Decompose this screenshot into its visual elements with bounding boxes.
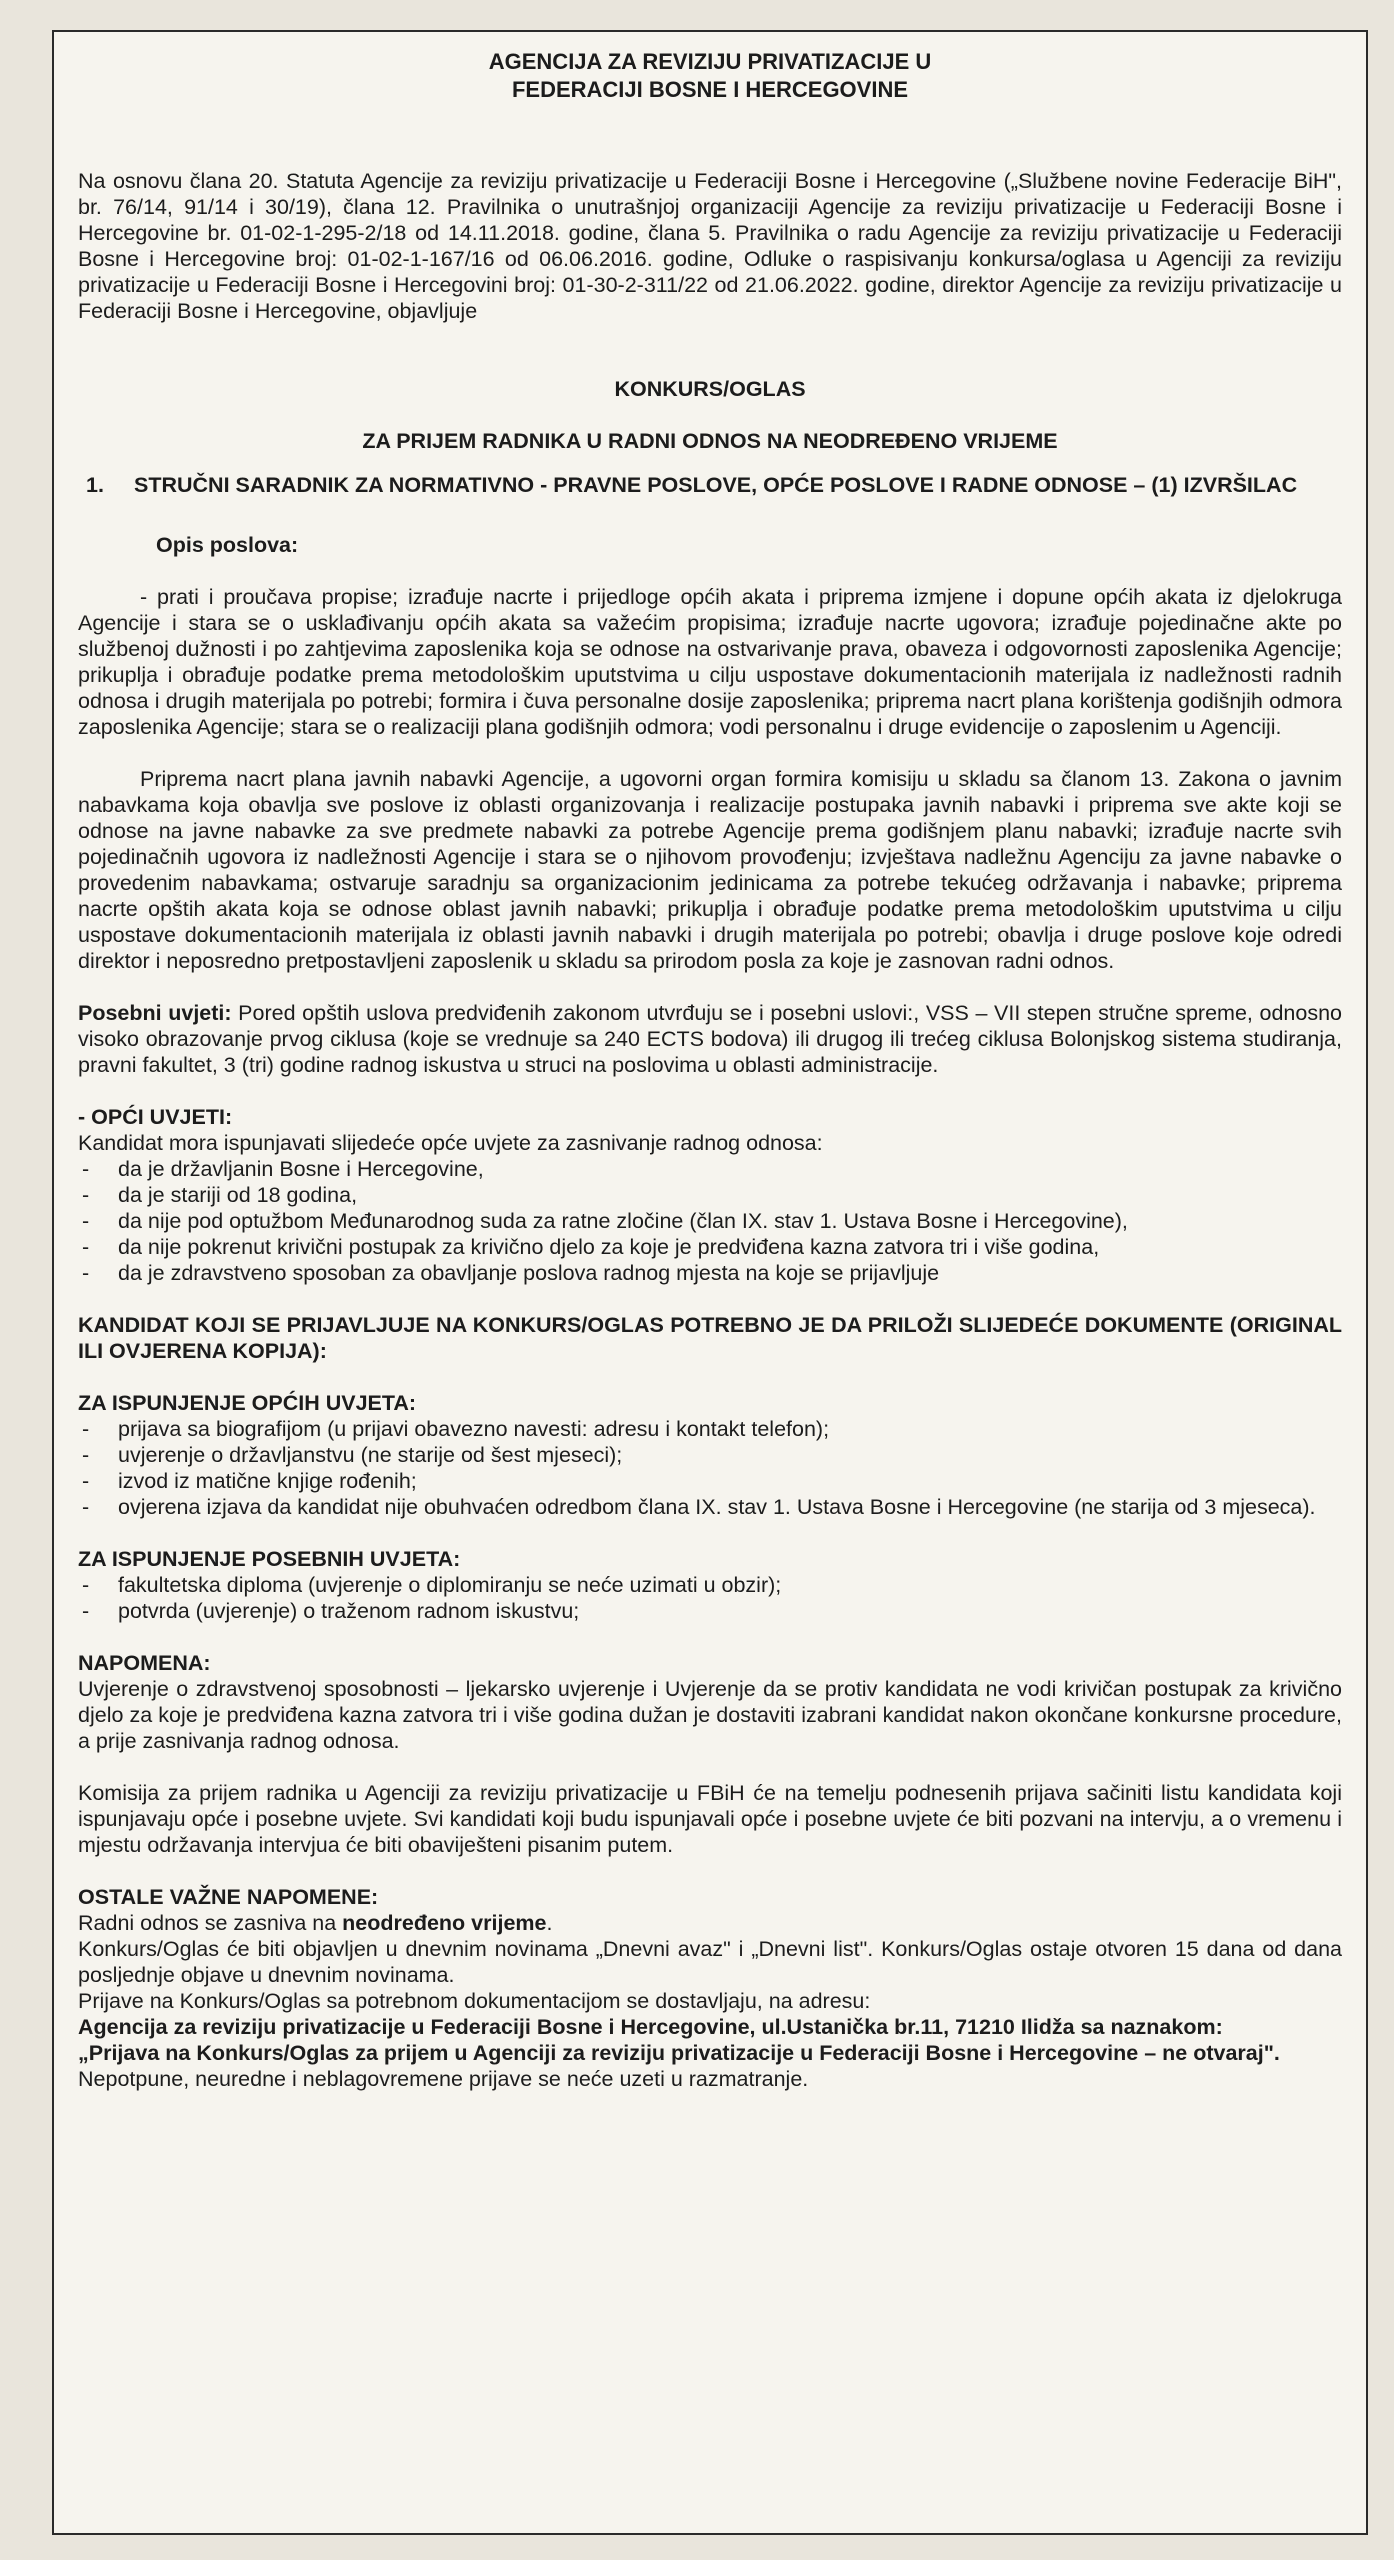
position-heading (78, 472, 1342, 498)
intro-paragraph: Na osnovu člana 20. Statuta Agencije za reviziju privatizacije u Federaciji Bosne i Hercegovine („Službene novine Federacije BiH", br. 76/14, 91/14 i 30/19), člana 12. Pravilnika o unutrašnjoj organizaciji Agencije za reviziju privatizacije u Federaciji Bosne i Hercegovine br. 01-02-1-295-2/18 od 14.11.2018. godine, člana 5. Pravilnika o radu Agencije za reviziju privatizacije u Federaciji Bosne i Hercegovine broj: 01-02-1-167/16 od 06.06.2016. godine, Odluke o raspisivanju konkursa/oglasa u Agenciji za reviziju privatizacije u Federaciji Bosne i Hercegovini broj: 01-30-2-311/22 od 21.06.2022. godine, direktor Agencije za reviziju privatizacije u Federaciji Bosne i Hercegovine, objavljuje (78, 169, 1342, 323)
napomena-heading: NAPOMENA: (78, 1651, 211, 1675)
konkurs-subheading: ZA PRIJEM RADNIKA U RADNI ODNOS NA NEODREĐENO VRIJEME (362, 429, 1058, 453)
posebni-uvjeti-label: Posebni uvjeti: (78, 1001, 232, 1025)
opci-uvjeti-intro: Kandidat mora ispunjavati slijedeće opće uvjete za zasnivanje radnog odnosa: (78, 1131, 823, 1155)
documents-heading: KANDIDAT KOJI SE PRIJAVLJUJE NA KONKURS/OGLAS POTREBNO JE DA PRILOŽI SLIJEDEĆE DOKUMENTE (ORIGINAL ILI OVJERENA KOPIJA): (78, 1313, 1342, 1363)
posebni-uvjeti-paragraph (78, 1000, 1342, 1078)
title-line-2: FEDERACIJI BOSNE I HERCEGOVINE (511, 77, 909, 102)
list-item: - izvod iz matične knjige rođenih; (78, 1468, 1342, 1494)
position-title: STRUČNI SARADNIK ZA NORMATIVNO - PRAVNE POSLOVE, OPĆE POSLOVE I RADNE ODNOSE – (1) IZVRŠILAC (134, 473, 1298, 497)
komisija-paragraph: Komisija za prijem radnika u Agenciji za reviziju privatizacije u FBiH će na temelju podnesenih prijava sačiniti listu kandidata koji ispunjavaju opće i posebne uvjete. Svi kandidati koji budu ispunjavali opće i posebne uvjete će biti pozvani na intervju, a o vremenu i mjestu održavanja intervjua će biti obaviješteni pisanim putem. (78, 1781, 1342, 1857)
radni-odnos-line (78, 1910, 1342, 1936)
opci-uvjeti-heading: - OPĆI UVJETI: (78, 1105, 233, 1129)
list-item: - fakultetska diploma (uvjerenje o diplomiranju se neće uzimati u obzir); (78, 1572, 1342, 1598)
list-item: - da je stariji od 18 godina, (78, 1182, 1342, 1208)
prijave-line: Prijave na Konkurs/Oglas sa potrebnom dokumentacijom se dostavljaju, na adresu: (78, 1989, 871, 2013)
list-item: - da je državljanin Bosne i Hercegovine, (78, 1156, 1342, 1182)
radni-odnos-post: . (546, 1911, 553, 1935)
posebni-docs-heading: ZA ISPUNJENJE POSEBNIH UVJETA: (78, 1547, 461, 1571)
opis-paragraph-1: - prati i proučava propise; izrađuje nacrte i prijedloge općih akata i priprema izmjene i dopune općih akata iz djelokruga Agencije i stara se o usklađivanju općih akata sa važećim propisima; izrađuje nacrte ugovora; izrađuje pojedinačne akte po službenoj dužnosti i po zahtjevima zaposlenika koja se odnose na ostvarivanje prava, obaveza i odgovornosti zaposlenika Agencije; prikuplja i obrađuje podatke prema metodološkim uputstvima u cilju uspostave dokumentacionih materijala iz nadležnosti radnih odnosa i drugih materijala po potrebi; formira i čuva personalne dosije zaposlenika; priprema nacrt plana korištenja godišnjih odmora zaposlenika Agencije; stara se o realizaciji plana godišnjih odmora; vodi personalnu i druge evidencije o zaposlenim u Agenciji. (78, 585, 1342, 739)
opci-uvjeti-list (78, 1156, 1342, 1286)
radni-odnos-pre: Radni odnos se zasniva na (78, 1911, 343, 1935)
agency-address: Agencija za reviziju privatizacije u Federaciji Bosne i Hercegovine, ul.Ustanička br.11, 71210 Ilidža sa naznakom: (78, 2015, 1223, 2039)
list-item: - prijava sa biografijom (u prijavi obavezno navesti: adresu i kontakt telefon); (78, 1416, 1342, 1442)
list-item: - potvrda (uvjerenje) o traženom radnom iskustvu; (78, 1598, 1342, 1624)
opis-poslova-label: Opis poslova: (156, 533, 299, 557)
position-number: 1. (86, 473, 104, 497)
posebni-docs-list (78, 1572, 1342, 1624)
napomena-text: Uvjerenje o zdravstvenoj sposobnosti – ljekarsko uvjerenje i Uvjerenje da se protiv kandidata ne vodi krivičan postupak za krivično djelo za koje je predviđena kazna zatvora tri i više godina dužan je dostaviti izabrani kandidat nakon okončane konkursne procedure, a prije zasnivanja radnog odnosa. (78, 1677, 1342, 1753)
list-item: - da je zdravstveno sposoban za obavljanje poslova radnog mjesta na koje se prijavljuje (78, 1260, 1342, 1286)
opci-docs-list (78, 1416, 1342, 1520)
document-title (78, 48, 1342, 104)
ostale-napomene-heading: OSTALE VAŽNE NAPOMENE: (78, 1885, 379, 1909)
title-line-1: AGENCIJA ZA REVIZIJU PRIVATIZACIJE U (488, 49, 932, 74)
list-item: - da nije pokrenut krivični postupak za krivično djelo za koje je predviđena kazna zatvora tri i više godina, (78, 1234, 1342, 1260)
list-item: - ovjerena izjava da kandidat nije obuhvaćen odredbom člana IX. stav 1. Ustava Bosne i Hercegovine (ne starija od 3 mjeseca). (78, 1494, 1342, 1520)
radni-odnos-bold: neodređeno vrijeme (342, 1911, 547, 1935)
final-note: Nepotpune, neuredne i neblagovremene prijave se neće uzeti u razmatranje. (78, 2067, 809, 2091)
posebni-uvjeti-text: Pored opštih uslova predviđenih zakonom utvrđuju se i posebni uslovi:, VSS – VII stepen stručne spreme, odnosno visoko obrazovanje prvog ciklusa (koje se vrednuje sa 240 ECTS bodova) ili drugog ili trećeg ciklusa Bolonjskog sistema studiranja, pravni fakultet, 3 (tri) godine radnog iskustva u struci na poslovima u oblasti administracije. (78, 1001, 1342, 1077)
envelope-label: „Prijava na Konkurs/Oglas za prijem u Agenciji za reviziju privatizacije u Federaciji Bosne i Hercegovine – ne otvaraj". (78, 2041, 1280, 2065)
list-item: - da nije pod optužbom Međunarodnog suda za ratne zločine (član IX. stav 1. Ustava Bosne i Hercegovine), (78, 1208, 1342, 1234)
konkurs-heading: KONKURS/OGLAS (614, 377, 806, 401)
opis-paragraph-2: Priprema nacrt plana javnih nabavki Agencije, a ugovorni organ formira komisiju u skladu sa članom 13. Zakona o javnim nabavkama koja obavlja sve poslove iz oblasti organizovanja i realizacije postupaka javnih nabavki i priprema sve akte koji se odnose na javne nabavke za sve predmete nabavki za potrebe Agencije prema godišnjem planu nabavki; izrađuje nacrte svih pojedinačnih ugovora iz nadležnosti Agencije i stara se o njihovom provođenju; izvještava nadležnu Agenciju za javne nabavke o provedenim nabavkama; ostvaruje saradnju sa organizacionim jedinicama za potrebe tekućeg održavanja i nabavke; priprema nacrte opštih akata koja se odnose oblast javnih nabavki; prikuplja i obrađuje podatke prema metodološkim uputstvima u cilju uspostave dokumentacionih materijala iz oblasti javnih nabavki i drugih materijala po potrebi; obavlja i druge poslove koje odredi direktor i neposredno pretpostavljeni zaposlenik u skladu sa prirodom posla za koje je zasnovan radni odnos. (78, 767, 1342, 973)
objava-line: Konkurs/Oglas će biti objavljen u dnevnim novinama „Dnevni avaz" i „Dnevni list". Konkurs/Oglas ostaje otvoren 15 dana od dana posljednje objave u dnevnim novinama. (78, 1937, 1342, 1987)
list-item: - uvjerenje o državljanstvu (ne starije od šest mjeseci); (78, 1442, 1342, 1468)
document-page (52, 30, 1368, 2535)
opci-docs-heading: ZA ISPUNJENJE OPĆIH UVJETA: (78, 1391, 417, 1415)
